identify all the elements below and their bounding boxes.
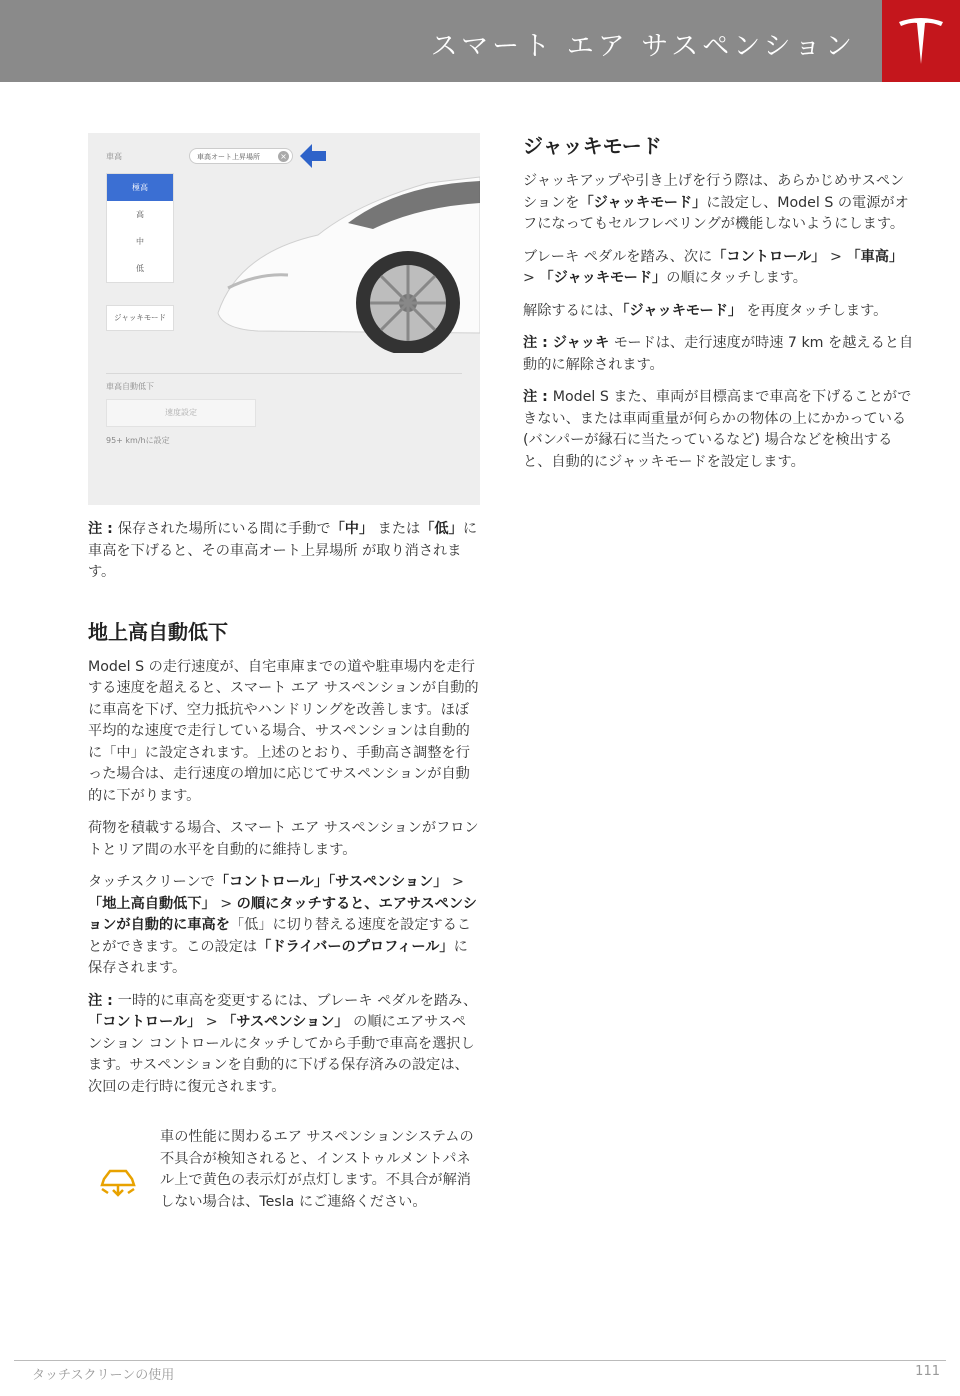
tesla-logo xyxy=(882,0,960,82)
left-column xyxy=(88,519,480,1109)
suspension-screen-image xyxy=(88,133,480,505)
footer-section: タッチスクリーンの使用 xyxy=(32,1368,175,1383)
car-image xyxy=(198,163,480,353)
close-icon[interactable]: × xyxy=(278,151,289,162)
paragraph: ジャッキアップや引き上げを行う際は、あらかじめサスペンションを「ジャッキモード」に設定し、Model S の電源がオフになってもセルフレベリングが機能しないようにします。 xyxy=(523,173,909,232)
header-title: スマート エア サスペンション xyxy=(430,31,856,62)
divider xyxy=(106,373,462,374)
note-jack-speed: 注 : ジャッキ モードは、走行速度が時速 7 km を越えると自動的に解除されます。 xyxy=(523,335,914,373)
tesla-logo-icon xyxy=(897,16,945,66)
speed-setting-button[interactable]: 速度設定 xyxy=(106,399,256,427)
auto-raise-chip-label: 車高オート上昇場所 xyxy=(197,153,260,161)
ride-option-low[interactable]: 低 xyxy=(136,264,144,273)
speed-note: 95+ km/hに設定 xyxy=(106,436,170,445)
ride-option-very-high[interactable]: 極高 xyxy=(107,174,173,201)
section-heading-jack-mode: ジャッキモード xyxy=(523,134,662,158)
warning-box xyxy=(88,1127,480,1213)
paragraph: Model S の走行速度が、自宅車庫までの道や駐車場内を走行する速度を超えると、スマート エア サスペンションが自動的に車高を下げ、空力抵抗やハンドリングを改善します。ほぼ平均的な速度で走行している場合、サスペンションは自動的に「中」に設定されます。上述のとおり、手動高さ調整を行った場合は、走行速度の増加に応じてサスペンションが自動的に下がります。 xyxy=(88,658,479,804)
paragraph: 解除するには、「ジャッキモード」 を再度タッチします。 xyxy=(523,302,888,319)
section-heading-auto-lower: 地上高自動低下 xyxy=(88,619,228,644)
footer-divider xyxy=(14,1360,946,1361)
note-jack-auto: 注 : Model S また、車両が目標高まで車高を下げることができない、または車両重量が何らかの物体の上にかかっている (バンパーが縁石に当たっているなど) 場合などを検出すると、自動的にジャッキモードを設定します。 xyxy=(523,389,912,470)
note-temporary-height: 注 : 一時的に車高を変更するには、ブレーキ ペダルを踏み、「コントロール」 > 「サスペンション」 の順にエアサスペンション コントロールにタッチしてから手動で車高を選択します。サスペンションを自動的に下げる保存済みの設定は、次回の走行時に復元されます。 xyxy=(88,992,478,1095)
ride-option-high[interactable]: 高 xyxy=(136,210,144,219)
page-header xyxy=(0,0,960,82)
ride-height-label: 車高 xyxy=(106,152,122,161)
jack-mode-button[interactable]: ジャッキモード xyxy=(106,305,174,331)
paragraph: タッチスクリーンで「コントロール」「サスペンション」 > 「地上高自動低下」 > の順にタッチすると、エアサスペンションが自動的に車高を「低」に切り替える速度を設定することができます。この設定は「ドライバーのプロフィール」に保存されます。 xyxy=(88,874,477,976)
warning-text: 車の性能に関わるエア サスペンションシステムの不具合が検知されると、インストゥルメントパネル上で黄色の表示灯が点灯します。不具合が解消しない場合は、Tesla にご連絡ください。 xyxy=(160,1129,474,1210)
page-number: 111 xyxy=(915,1364,940,1379)
note-auto-raise-cancel: 注 : 保存された場所にいる間に手動で「中」 または「低」に車高を下げると、その車高オート上昇場所 が取り消されます。 xyxy=(88,521,478,580)
paragraph: 荷物を積載する場合、スマート エア サスペンションがフロントとリア間の水平を自動的に維持します。 xyxy=(88,820,479,858)
suspension-warning-icon xyxy=(98,1165,138,1197)
right-column xyxy=(523,130,915,484)
auto-raise-chip[interactable] xyxy=(189,148,293,164)
ride-option-standard[interactable]: 中 xyxy=(136,237,144,246)
paragraph: ブレーキ ペダルを踏み、次に「コントロール」 > 「車高」 > 「ジャッキモード」の順にタッチします。 xyxy=(523,248,904,286)
auto-lower-label: 車高自動低下 xyxy=(106,382,154,391)
ride-height-options xyxy=(106,173,174,283)
